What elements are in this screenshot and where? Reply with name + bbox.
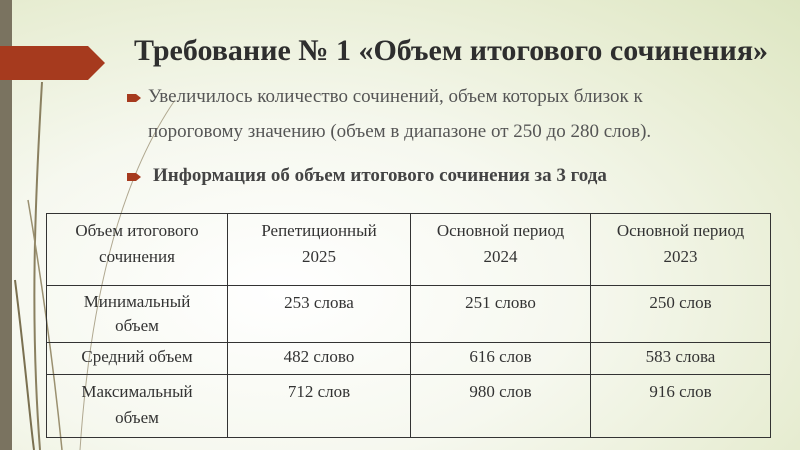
table-row [47,375,771,438]
bullet-2: Информация об объем итогового сочинения за 3 года [153,165,607,186]
header-line: сочинения [99,247,175,266]
header-cell [228,214,411,286]
row-label: Средний объем [47,343,228,375]
arrow-bullet-icon [127,172,141,182]
header-line: 2023 [663,247,698,266]
row-label-line: Максимальный [81,382,193,401]
row-label-line: Минимальный [83,292,191,311]
table-row [47,286,771,343]
header-line: 2024 [483,247,518,266]
table-cell: 916 слов [591,375,771,438]
header-cell [591,214,771,286]
header-cell [411,214,591,286]
table-cell: 482 слово [228,343,411,375]
table-cell: 253 слова [228,286,411,343]
header-line: Основной период [616,221,745,240]
table-cell: 712 слов [228,375,411,438]
arrow-bullet-icon [127,93,141,103]
table-cell: 583 слова [591,343,771,375]
table-cell: 251 слово [411,286,591,343]
header-cell [47,214,228,286]
row-label-line: объем [115,316,159,335]
bullet-1-line-2: пороговому значению (объем в диапазоне от 250 до 280 слов). [148,121,652,142]
header-line: 2025 [302,247,336,266]
title-flag-shape [0,46,105,80]
table-header-row [47,214,771,286]
table-cell: 616 слов [411,343,591,375]
header-line: Репетиционный [261,221,377,240]
table-row [47,343,771,375]
row-label [47,375,228,438]
header-line: Объем итогового [75,221,199,240]
row-label [47,286,228,343]
table-cell: 250 слов [591,286,771,343]
slide-title: Требование № 1 «Объем итогового сочинения» [134,34,769,67]
table-cell: 980 слов [411,375,591,438]
bullet-1-line-1: Увеличилось количество сочинений, объем которых близок к [148,86,643,107]
header-line: Основной период [436,221,565,240]
row-label-line: объем [115,408,159,427]
volume-table [46,213,771,438]
